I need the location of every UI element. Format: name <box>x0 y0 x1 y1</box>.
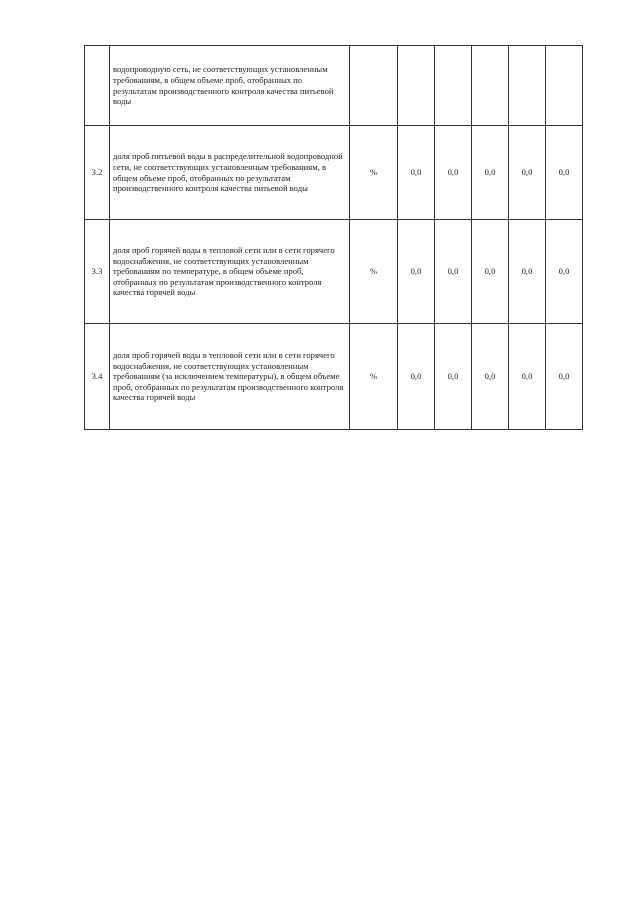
row-value: 0,0 <box>546 220 583 324</box>
table-row <box>85 220 583 324</box>
row-value <box>398 46 435 126</box>
row-value <box>435 46 472 126</box>
row-description: водопроводную сеть, не соответствующих установленным требованиям, в общем объеме проб, отобранных по результатам производственного контроля качества питьевой воды <box>110 46 350 126</box>
row-value: 0,0 <box>472 220 509 324</box>
row-number <box>85 46 110 126</box>
table-row <box>85 126 583 220</box>
row-unit: % <box>350 220 398 324</box>
indicators-table <box>84 45 583 430</box>
row-unit: % <box>350 324 398 430</box>
row-value: 0,0 <box>509 324 546 430</box>
row-value: 0,0 <box>435 220 472 324</box>
row-description: доля проб горячей воды в тепловой сети или в сети горячего водоснабжения, не соответствующих установленным требованиям по температуре, в общем объеме проб, отобранных по результатам производственного контроля качества горячей воды <box>110 220 350 324</box>
row-value: 0,0 <box>546 126 583 220</box>
row-value: 0,0 <box>509 126 546 220</box>
row-value: 0,0 <box>472 324 509 430</box>
row-number: 3.4 <box>85 324 110 430</box>
row-value: 0,0 <box>435 324 472 430</box>
row-value <box>472 46 509 126</box>
table-row <box>85 46 583 126</box>
row-value: 0,0 <box>509 220 546 324</box>
row-value: 0,0 <box>398 126 435 220</box>
row-value: 0,0 <box>398 324 435 430</box>
row-description: доля проб питьевой воды в распределительной водопроводной сети, не соответствующих установленным требованиям, в общем объеме проб, отобранных по результатам производственного контроля качества питьевой воды <box>110 126 350 220</box>
row-value: 0,0 <box>435 126 472 220</box>
row-value <box>546 46 583 126</box>
row-value: 0,0 <box>398 220 435 324</box>
row-number: 3.3 <box>85 220 110 324</box>
row-value <box>509 46 546 126</box>
row-description: доля проб горячей воды в тепловой сети или в сети горячего водоснабжения, не соответствующих установленным требованиям (за исключением температуры), в общем объеме проб, отобранных по результатам производственного контроля качества горячей воды <box>110 324 350 430</box>
row-value: 0,0 <box>472 126 509 220</box>
row-unit: % <box>350 126 398 220</box>
row-unit <box>350 46 398 126</box>
row-number: 3.2 <box>85 126 110 220</box>
table-row <box>85 324 583 430</box>
row-value: 0,0 <box>546 324 583 430</box>
